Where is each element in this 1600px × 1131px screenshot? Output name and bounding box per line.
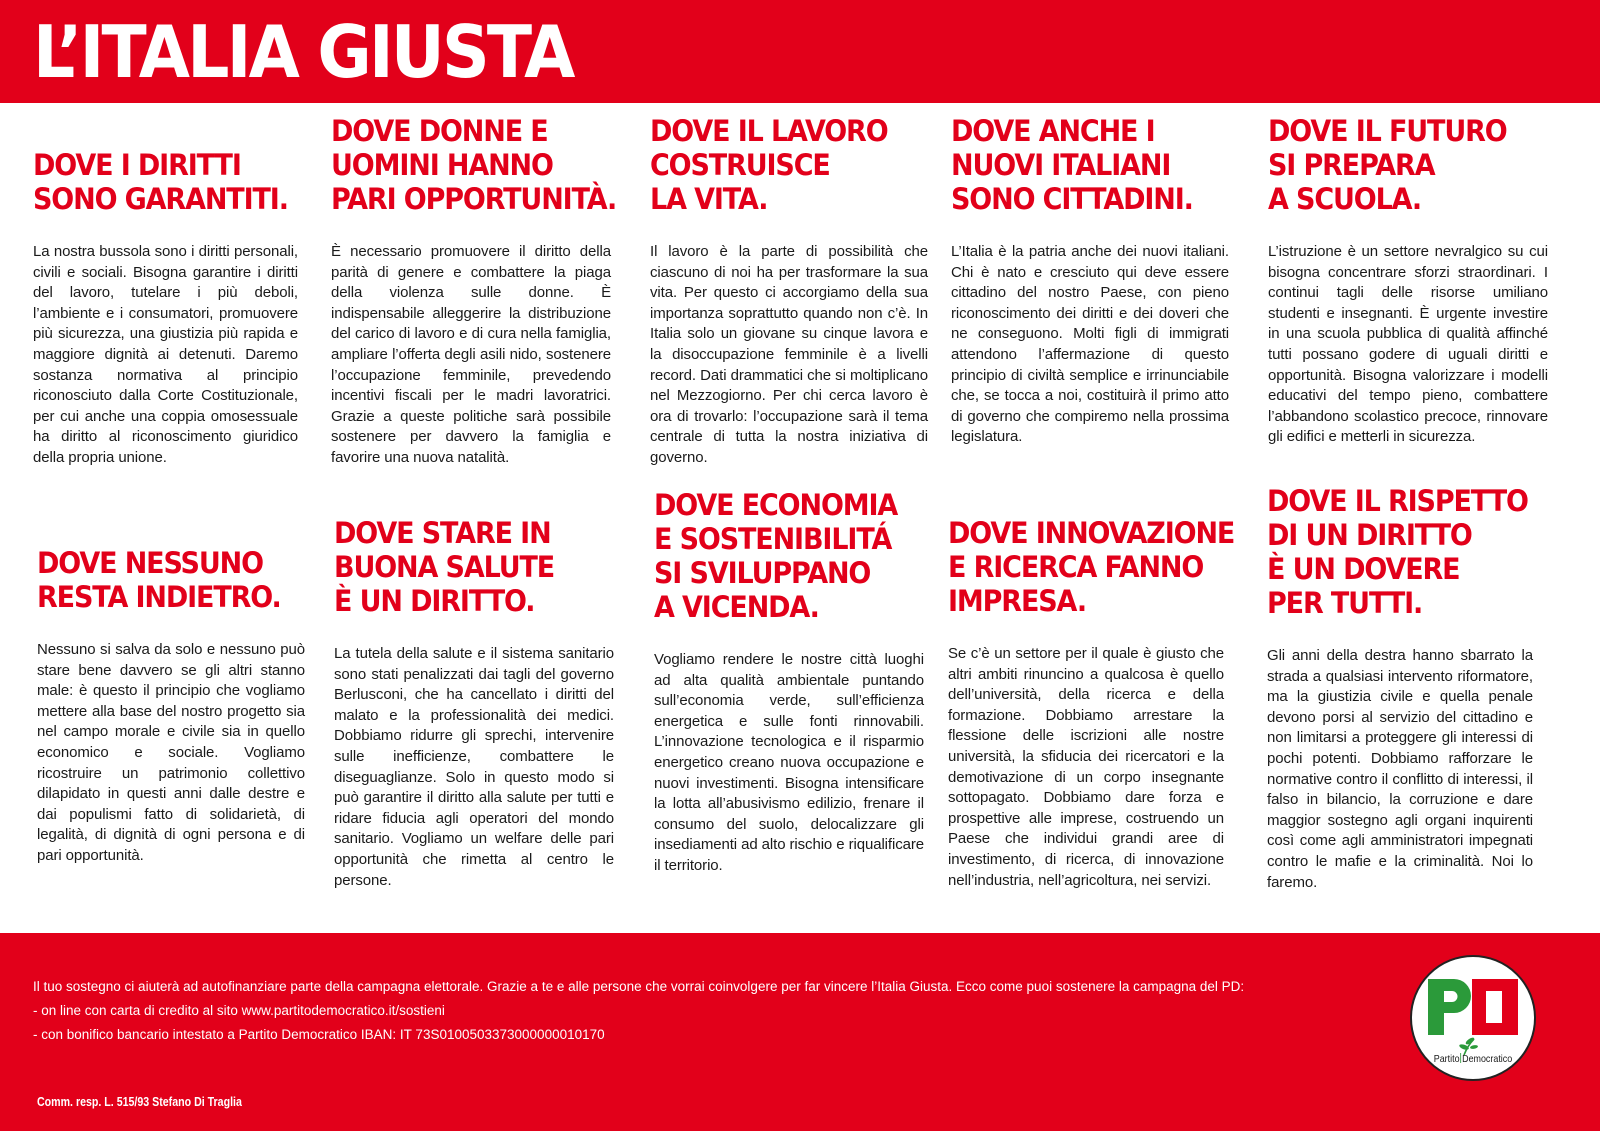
section-title: DOVE DONNE E UOMINI HANNO PARI OPPORTUNITÀ. — [331, 114, 617, 216]
section-nessuno-indietro — [37, 546, 317, 867]
section-title: DOVE I DIRITTI SONO GARANTITI. — [33, 148, 288, 216]
page-title: L’ITALIA GIUSTA — [33, 10, 573, 94]
section-scuola — [1268, 114, 1548, 448]
section-body: È necessario promuovere il diritto della parità di genere e combattere la piaga della violenza sulle donne. È indispensabile alleggerire la distribuzione del carico di lavoro e di cura nella famiglia, ampliare l’offerta degli asili nido, sostenere l’occupazione femminile, prevedendo incentivi fiscali per le madri lavoratrici. Grazie a queste politiche sarà possibile sostenere per davvero la famiglia e favorire una nuova natalità. — [331, 243, 611, 466]
section-body: Se c’è un settore per il quale è giusto che altri ambiti rinuncino a qualcosa è quello dell’università, della ricerca e della formazione. Dobbiamo arrestare la flessione delle iscrizioni alle nostre università, la sfiducia dei ricercatori e la demotivazione di un corpo insegnante sottopagato. Dobbiamo dare forza e prospettive alle imprese, costruendo un Paese che individui grandi aree di investimento, di ricerca, di innovazione nell’industria, nell’agricoltura, nei servizi. — [948, 645, 1224, 889]
legal-responsibility: Comm. resp. L. 515/93 Stefano Di Traglia — [37, 1095, 242, 1109]
section-economia — [654, 488, 934, 877]
section-title: DOVE IL RISPETTO DI UN DIRITTO È UN DOVERE PER TUTTI. — [1267, 484, 1528, 620]
section-nuovi-italiani — [951, 114, 1231, 448]
section-title: DOVE NESSUNO RESTA INDIETRO. — [37, 546, 281, 614]
section-body: Nessuno si salva da solo e nessuno può stare bene davvero se gli altri stanno male: è questo il principio che vogliamo mettere alla base del nostro progetto sia nel campo morale e civile sia in quello economico e sociale. Vogliamo ricostruire un patrimonio collettivo dilapidato in questi anni dalle destre e dai populismi fatto di solidarietà, di legalità, di dignità di ogni persona e di pari opportunità. — [37, 641, 305, 864]
section-body: L’istruzione è un settore nevralgico su cui bisogna concentrare sforzi straordinari. I continui tagli delle risorse umiliano studenti e insegnanti. È urgente investire in una scuola pubblica di qualità affinché tutti possano godere di uguali diritti e opportunità. Bisogna valorizzare i modelli educativi del tempo pieno, combattere l’abbandono scolastico precoce, rinnovare gli edifici e metterli in sicurezza. — [1268, 243, 1548, 446]
pd-logo-label: Partito Democratico — [1433, 1053, 1513, 1065]
section-body: La nostra bussola sono i diritti personali, civili e sociali. Bisogna garantire i diritti del lavoro, tutelare i più deboli, l’ambiente e i consumatori, promuovere più sicurezza, una giustizia più rapida e maggiore dignità ai detenuti. Daremo sostanza normativa al principio riconosciuto dalla Corte Costituzionale, per cui anche una coppia omosessuale ha diritto al riconoscimento giuridico della propria unione. — [33, 243, 298, 466]
section-title: DOVE IL LAVORO COSTRUISCE LA VITA. — [650, 114, 888, 216]
section-body: Il lavoro è la parte di possibilità che ciascuno di noi ha per trasformare la sua vita. Per questo ci accorgiamo della sua importanza soprattutto quando non c’è. In Italia solo un giovane su cinque lavora e la disoccupazione femminile è a livelli record. Dati drammatici che si moltiplicano nel Mezzogiorno. Per chi cerca lavoro è ora di trovarlo: l’occupazione sarà il tema centrale di tutta la nostra iniziativa di governo. — [650, 243, 928, 466]
section-salute — [334, 516, 614, 891]
section-pari-opportunita — [331, 114, 617, 469]
section-title: DOVE STARE IN BUONA SALUTE È UN DIRITTO. — [334, 516, 555, 618]
section-lavoro — [650, 114, 930, 469]
donation-online: - on line con carta di credito al sito www.partitodemocratico.it/sostieni — [33, 1003, 445, 1018]
donation-bank-transfer: - con bonifico bancario intestato a Partito Democratico IBAN: IT 73S0100503373000000010170 — [33, 1027, 605, 1042]
section-body: La tutela della salute e il sistema sanitario sono stati penalizzati dai tagli del governo Berlusconi, che ha cancellato i diritti del malato e la professionalità dei medici. Dobbiamo ridurre gli sprechi, intervenire sulle inefficienze, combattere le diseguaglianze. Solo in questo modo si può garantire il diritto alla salute per tutti e ridare fiducia agli operatori del mondo sanitario. Vogliamo un welfare delle pari opportunità che rimetta al centro le persone. — [334, 645, 614, 889]
section-diritti — [33, 148, 313, 469]
section-title: DOVE INNOVAZIONE E RICERCA FANNO IMPRESA. — [948, 516, 1235, 618]
section-innovazione — [948, 516, 1235, 891]
section-body: Gli anni della destra hanno sbarrato la strada a qualsiasi intervento riformatore, ma la giustizia civile e quella penale devono porsi al servizio del cittadino e non limitarsi a proteggere gli interessi di pochi potenti. Dobbiamo rafforzare le normative contro il conflitto di interessi, il falso in bilancio, la corruzione e dare maggior sostegno agli organi inquirenti così come agli amministratori impegnati contro le mafie e la criminalità. Noi lo faremo. — [1267, 647, 1533, 891]
section-rispetto-diritto — [1267, 484, 1547, 893]
section-title: DOVE ANCHE I NUOVI ITALIANI SONO CITTADINI. — [951, 114, 1193, 216]
header-banner — [0, 0, 1600, 103]
pd-logo — [1410, 955, 1536, 1081]
donation-intro: Il tuo sostegno ci aiuterà ad autofinanziare parte della campagna elettorale. Grazie a te e alle persone che vorrai coinvolgere per far vincere l’Italia Giusta. Ecco come puoi sostenere la campagna del PD: — [33, 979, 1245, 994]
section-body: L’Italia è la patria anche dei nuovi italiani. Chi è nato e cresciuto qui deve essere cittadino del nostro Paese, con pieno riconoscimento dei diritti e dei doveri che ne conseguono. Molti figli di immigrati attendono l’affermazione di questo principio di civiltà semplice e irrinunciabile che, se tocca a noi, costituirà il primo atto di governo che compiremo nella prossima legislatura. — [951, 243, 1229, 446]
section-title: DOVE ECONOMIA E SOSTENIBILITÁ SI SVILUPPANO A VICENDA. — [654, 488, 898, 624]
section-body: Vogliamo rendere le nostre città luoghi ad alta qualità ambientale puntando sull’economia verde, sull’efficienza energetica e sulle fonti rinnovabili. L’innovazione tecnologica e il risparmio energetico creano nuova occupazione e nuovi investimenti. Bisogna intensificare la lotta all’abusivismo edilizio, frenare il consumo del suolo, delocalizzare gli insediamenti ad alto rischio e riqualificare il territorio. — [654, 651, 924, 874]
section-title: DOVE IL FUTURO SI PREPARA A SCUOLA. — [1268, 114, 1507, 216]
